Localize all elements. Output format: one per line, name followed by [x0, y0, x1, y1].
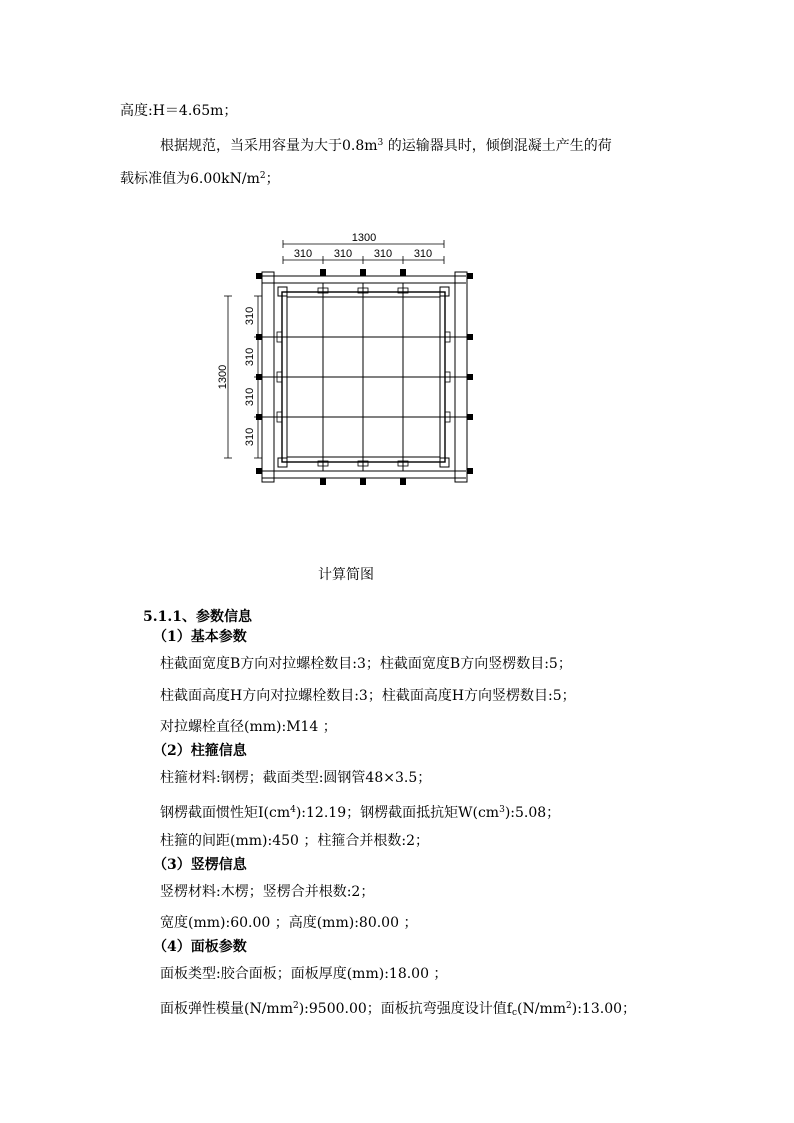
panel-line-2 — [160, 996, 636, 1023]
stud-heading: （3）竖楞信息 — [153, 857, 247, 873]
superscript: 2 — [292, 1001, 299, 1011]
dim-label-left-span: 310 — [244, 306, 256, 326]
basic-line-3: 对拉螺栓直径(mm):M14 ； — [160, 719, 337, 735]
dim-label-left-span: 310 — [244, 347, 256, 367]
hoop-text: ):12.19；钢楞截面抵抗矩W(cm — [295, 805, 500, 821]
panel-line-1: 面板类型:胶合面板；面板厚度(mm):18.00 ； — [160, 966, 448, 982]
panel-heading: （4）面板参数 — [153, 939, 247, 955]
hoop-text: 钢楞截面惯性矩I(cm — [160, 805, 291, 821]
dim-label-top-span: 310 — [333, 248, 353, 260]
panel-text: (N/mm — [517, 1001, 567, 1017]
figure-caption: 计算简图 — [318, 567, 374, 583]
hoop-heading: （2）柱箍信息 — [153, 743, 247, 759]
basic-line-2: 柱截面高度H方向对拉螺栓数目:3；柱截面高度H方向竖楞数目:5； — [160, 688, 576, 704]
para-text: 根据规范，当采用容量为大于0.8m — [160, 138, 378, 154]
stud-line-1: 竖楞材料:木楞；竖楞合并根数:2； — [160, 884, 375, 900]
superscript: 2 — [566, 1001, 572, 1011]
dim-label-left-span: 310 — [244, 427, 256, 447]
hoop-line-2 — [160, 800, 560, 823]
basic-heading: （1）基本参数 — [153, 629, 247, 645]
dim-label-top-span: 310 — [413, 248, 433, 260]
dim-label-top-span: 310 — [373, 248, 393, 260]
para-text: 的运输器具时，倾倒混凝土产生的荷 — [383, 138, 612, 154]
superscript: 4 — [290, 805, 296, 815]
grid-lines — [262, 283, 467, 471]
height-line: 高度:H＝4.65m； — [120, 103, 238, 119]
superscript: 3 — [377, 138, 384, 148]
hoop-text: ):5.08； — [504, 805, 561, 821]
dim-label-left-span: 310 — [244, 387, 256, 407]
panel-text: 面板弹性模量(N/mm — [160, 1001, 293, 1017]
section-title: 5.1.1、参数信息 — [143, 609, 252, 625]
superscript: 2 — [259, 171, 266, 181]
basic-line-1: 柱截面宽度B方向对拉螺栓数目:3；柱截面宽度B方向竖楞数目:5； — [160, 656, 572, 672]
panel-text: ):13.00； — [571, 1001, 637, 1017]
para-text: 载标准值为6.00kN/m — [120, 171, 260, 187]
dim-label-top-span: 310 — [293, 248, 313, 260]
para-text: ； — [265, 171, 280, 187]
superscript: 3 — [499, 805, 505, 815]
dim-label-left-total: 1300 — [217, 364, 229, 390]
hoop-line-3: 柱箍的间距(mm):450 ；柱箍合并根数:2； — [160, 833, 429, 849]
stud-line-2: 宽度(mm):60.00 ；高度(mm):80.00 ； — [160, 915, 418, 931]
subscript: c — [511, 1008, 518, 1018]
panel-text: ):9500.00；面板抗弯强度设计值f — [298, 1001, 512, 1017]
dim-label-top-total: 1300 — [351, 232, 377, 244]
hoop-line-1: 柱箍材料:钢楞；截面类型:圆钢管48×3.5； — [160, 770, 432, 786]
